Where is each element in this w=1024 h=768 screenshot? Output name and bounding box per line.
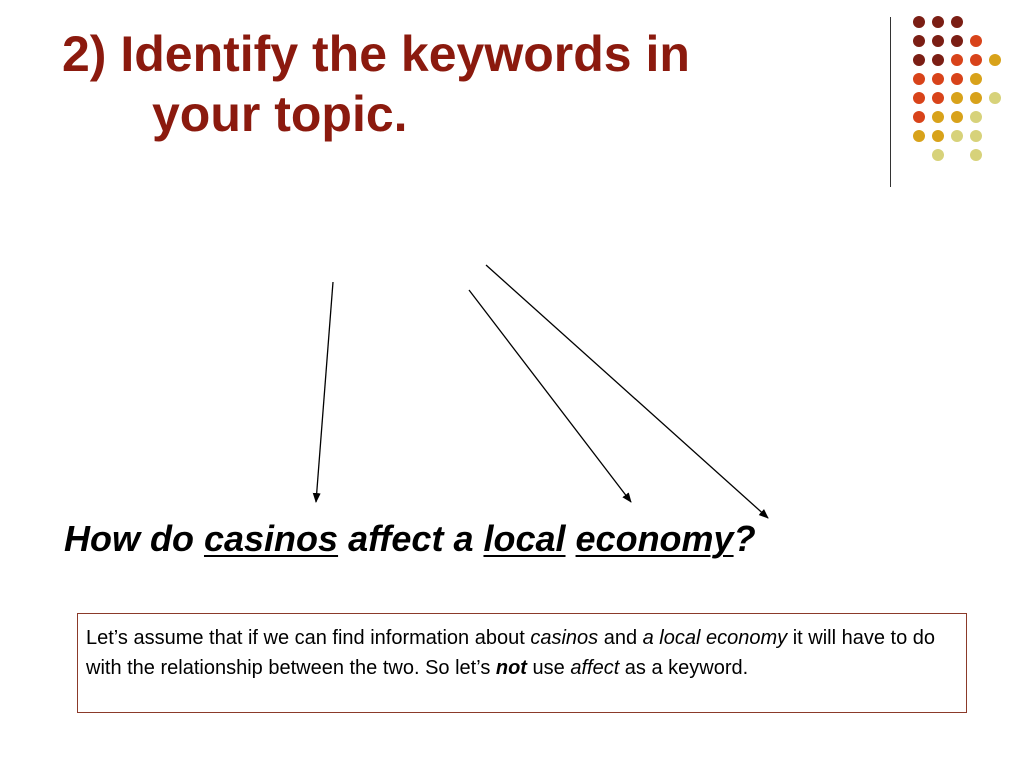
note-text-5: as a keyword.	[619, 657, 749, 679]
note-em-local-economy: a local economy	[642, 627, 788, 649]
question-text-3	[566, 518, 576, 559]
keyword-local: local	[483, 518, 566, 559]
slide-title-line2: your topic.	[152, 86, 408, 142]
note-strong-not: not	[495, 657, 527, 679]
note-text-3: it will have to do with the relationship between the two. So let’s	[86, 627, 936, 679]
question-text-1: How do	[64, 518, 204, 559]
note-text-1: Let’s assume that if we can find information about	[86, 627, 531, 649]
note-text-2: and	[598, 627, 643, 649]
arrow-to-economy	[486, 265, 768, 518]
arrow-to-casinos	[316, 282, 333, 502]
research-question	[64, 515, 756, 563]
note-em-affect: affect	[570, 657, 620, 679]
note-text-4: use	[526, 657, 571, 679]
keyword-economy: economy	[575, 518, 734, 559]
note-em-casinos: casinos	[530, 627, 599, 649]
question-text-4: ?	[733, 518, 756, 559]
keyword-casinos: casinos	[203, 518, 339, 559]
slide-title-line1: 2) Identify the keywords in	[62, 26, 690, 82]
explanation-box	[77, 613, 967, 713]
question-text-2: affect a	[338, 518, 484, 559]
